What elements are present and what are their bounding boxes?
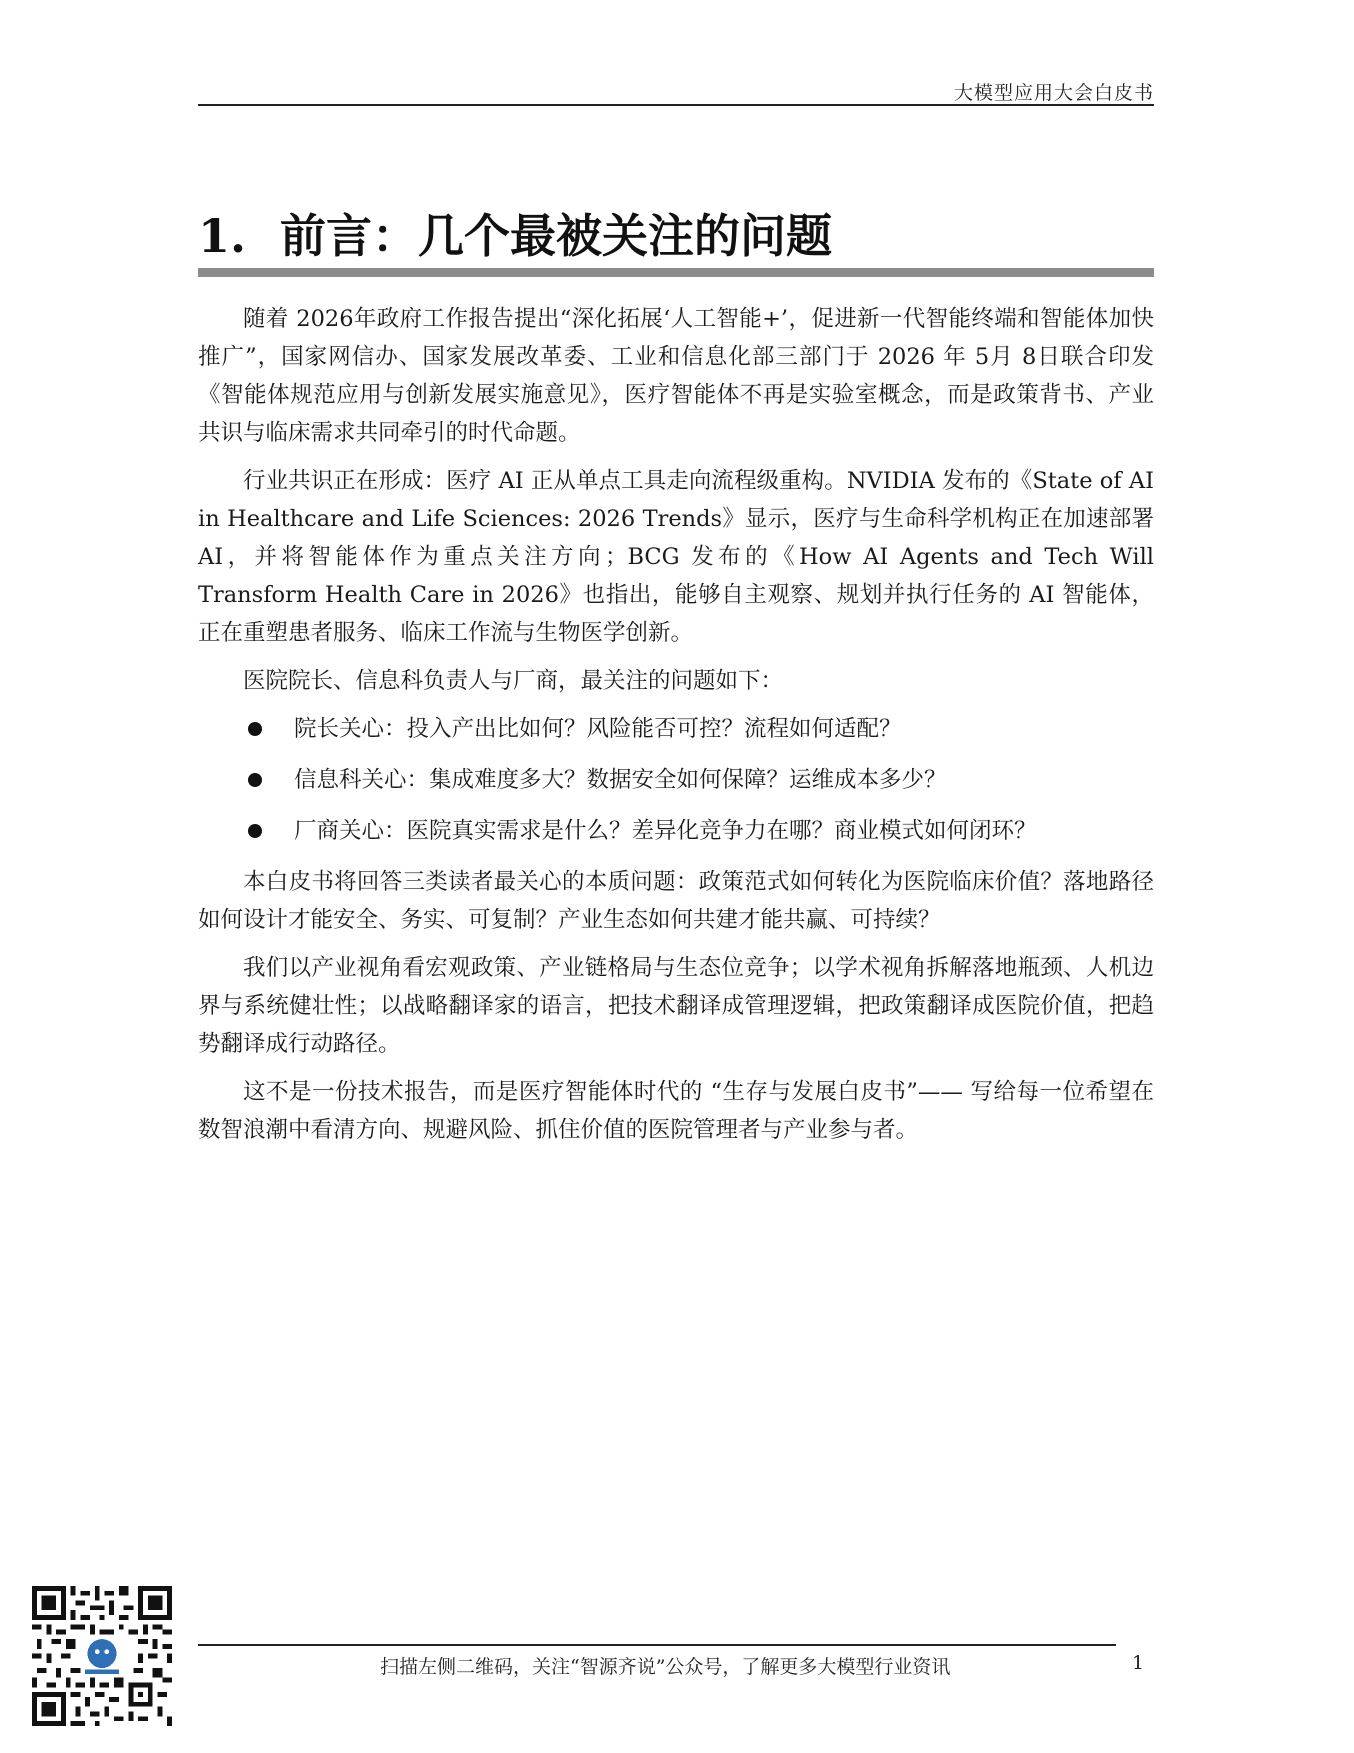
chapter-number: 1. [198,209,247,263]
running-header: 大模型应用大会白皮书 [953,82,1154,104]
list-item [198,761,1154,799]
page-number: 1 [1132,1652,1145,1674]
bullet-icon [248,773,262,787]
paragraph-purpose: 本白皮书将回答三类读者最关心的本质问题：政策范式如何转化为医院临床价值？落地路径如何设计才能安全、务实、可复制？产业生态如何共建才能共赢、可持续？ [198,869,1154,933]
list-item [198,710,1154,748]
header-divider [198,104,1154,106]
paragraph-closing: 这不是一份技术报告，而是医疗智能体时代的 “生存与发展白皮书”—— 写给每一位希望在数智浪潮中看清方向、规避风险、抓住价值的医院管理者与产业参与者。 [198,1079,1154,1143]
title-underline-bar [198,268,1154,277]
concern-list [198,710,1154,850]
bullet-icon [248,824,262,838]
body-text [198,300,1154,1159]
bullet-icon [248,722,262,736]
paragraph-intro: 随着 2026年政府工作报告提出“深化拓展‘人工智能+’，促进新一代智能终端和智能体加快推广”，国家网信办、国家发展改革委、工业和信息化部三部门于 2026 年 5月 8日联合印发《智能体规范应用与创新发展实施意见》，医疗智能体不再是实验室概念，而是政策背书、产业共识与临床需求共同牵引的时代命题。 [198,306,1154,446]
footer-divider [198,1644,1116,1646]
list-item-text: 信息科关心：集成难度多大？数据安全如何保障？运维成本多少？ [294,767,947,793]
list-item-text: 院长关心：投入产出比如何？风险能否可控？流程如何适配？ [294,716,902,742]
chapter-heading [198,200,832,266]
chapter-title: 前言：几个最被关注的问题 [280,209,832,263]
paragraph-industry-consensus: 行业共识正在形成：医疗 AI 正从单点工具走向流程级重构。NVIDIA 发布的《State of AI in Healthcare and Life Sciences: 2026 Trends》显示，医疗与生命科学机构正在加速部署 AI，并将智能体作为重点关注方向；BCG 发布的《How AI Agents and Tech Will Transform Health Care in 2026》也指出，能够自主观察、规划并执行任务的 AI 智能体，正在重塑患者服务、临床工作流与生物医学创新。 [198,468,1154,646]
paragraph-question-lead: 医院院长、信息科负责人与厂商，最关注的问题如下： [243,668,784,694]
footer-note: 扫描左侧二维码，关注“智源齐说”公众号，了解更多大模型行业资讯 [380,1656,951,1678]
paragraph-perspective: 我们以产业视角看宏观政策、产业链格局与生态位竞争；以学术视角拆解落地瓶颈、人机边界与系统健壮性；以战略翻译家的语言，把技术翻译成管理逻辑，把政策翻译成医院价值，把趋势翻译成行动路径。 [198,955,1154,1057]
qr-code-icon[interactable] [32,1586,172,1726]
list-item [198,812,1154,850]
list-item-text: 厂商关心：医院真实需求是什么？差异化竞争力在哪？商业模式如何闭环？ [294,818,1037,844]
